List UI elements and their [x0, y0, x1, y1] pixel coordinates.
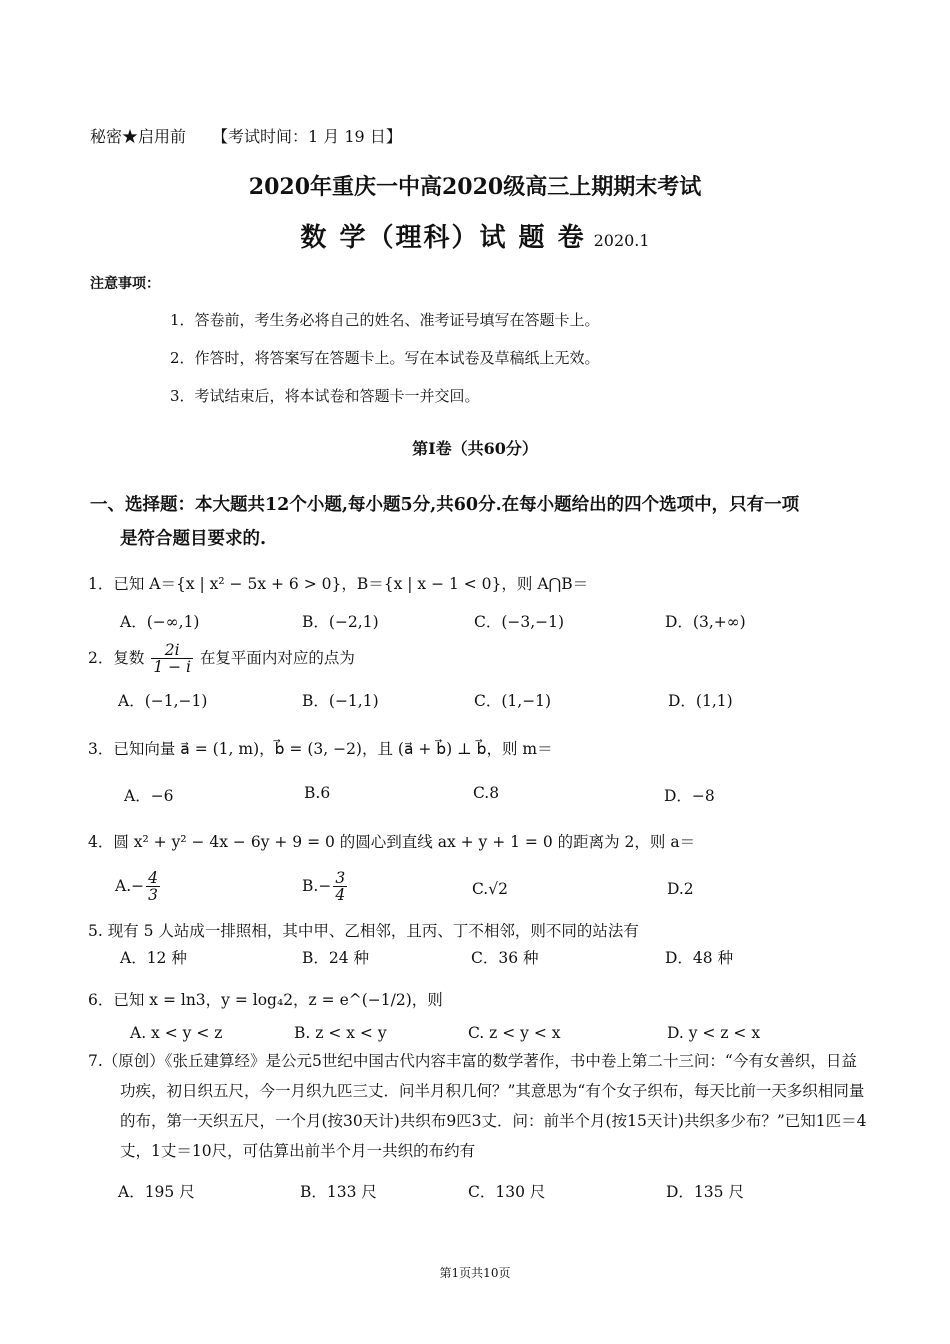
question-5: 5. 现有 5 人站成一排照相，其中甲、乙相邻，且丙、丁不相邻，则不同的站法有	[88, 922, 639, 940]
notice-heading: 注意事项：	[90, 276, 160, 292]
option-a	[115, 870, 162, 904]
question-3: 3．已知向量 a⃗ = (1, m)，b⃗ = (3, −2)，且 (a⃗ + b⃗) ⊥ b⃗，则 m＝	[88, 740, 553, 758]
option-c: C. z < y < x	[468, 1024, 561, 1042]
question-6: 6．已知 x = ln3，y = log₄2，z = e^(−1/2)，则	[88, 991, 443, 1009]
option-b	[302, 870, 349, 904]
section-line-1: 一、选择题：本大题共12个小题,每小题5分,共60分.在每小题给出的四个选项中，只有一项	[90, 495, 800, 515]
option-b: B．133 尺	[300, 1183, 377, 1201]
exam-subtitle	[0, 217, 950, 254]
option-d: D．(3,+∞)	[665, 613, 746, 631]
option-a: A．−6	[124, 787, 174, 805]
fraction-denominator: 3	[148, 886, 158, 905]
option-d: D．−8	[664, 787, 715, 805]
fraction-denominator: 4	[335, 886, 346, 905]
option-b-fraction	[333, 870, 347, 904]
fraction-numerator: 2i	[151, 642, 193, 659]
notice-item: 2．作答时，将答案写在答题卡上。写在本试卷及草稿纸上无效。	[170, 349, 600, 367]
option-c: C．130 尺	[468, 1183, 546, 1201]
option-a: A．(−1,−1)	[118, 692, 208, 710]
question-4: 4．圆 x² + y² − 4x − 6y + 9 = 0 的圆心到直线 ax + y + 1 = 0 的距离为 2，则 a＝	[88, 833, 696, 851]
question-7-content: 7.（原创）《张丘建算经》是公元5世纪中国古代内容丰富的数学著作，书中卷上第二十三问：“今有女善织，日益功疾，初日织五尺，今一月织九匹三丈．问半月积几何？”其意思为“有个女子织布，每天比前一天多织相同量的布，第一天织五尺，一个月(按30天计)共织布9匹3丈．问：前半个月(按15天计)共织多少布？”已知1匹＝4丈，1丈＝10尺，可估算出前半个月一共织的布约有	[88, 1052, 867, 1160]
option-a-fraction	[146, 870, 160, 904]
subject-title: 数 学（理科）试 题 卷	[300, 223, 586, 253]
question-2-suffix: 在复平面内对应的点为	[199, 648, 355, 667]
option-b: B.6	[304, 784, 331, 802]
question-7-text	[88, 1046, 868, 1166]
option-d: D. y < z < x	[667, 1024, 761, 1042]
exam-date: 2020.1	[593, 231, 650, 250]
option-c: C．36 种	[471, 949, 539, 967]
option-d: D．(1,1)	[668, 692, 733, 710]
option-d: D.2	[667, 880, 694, 898]
option-c: C.8	[473, 784, 500, 802]
section-heading	[90, 488, 870, 556]
fraction-numerator: 3	[335, 869, 346, 887]
option-b: B. z < x < y	[294, 1024, 387, 1042]
question-1: 1．已知 A＝{x | x² − 5x + 6 > 0}，B＝{x | x − 1 < 0}，则 A⋂B＝	[88, 575, 589, 593]
option-a-prefix: A.−	[115, 876, 145, 895]
option-a: A．(−∞,1)	[120, 613, 200, 631]
notice-item: 1．答卷前，考生务必将自己的姓名、准考证号填写在答题卡上。	[170, 311, 600, 329]
fraction-denominator: 1 − i	[153, 658, 191, 677]
option-d: D．135 尺	[666, 1183, 744, 1201]
part-heading: 第Ⅰ卷（共60分）	[412, 439, 538, 458]
option-b-prefix: B.−	[302, 876, 332, 895]
fraction-numerator: 4	[148, 869, 158, 887]
option-a: A. x < y < z	[130, 1024, 223, 1042]
option-d: D．48 种	[665, 949, 734, 967]
complex-fraction	[151, 642, 193, 676]
option-b: B．(−1,1)	[302, 692, 379, 710]
option-c: C．(−3,−1)	[474, 613, 565, 631]
question-2-prefix: 2．复数	[88, 648, 145, 667]
exam-title: 2020年重庆一中高2020级高三上期期末考试	[248, 174, 702, 200]
option-b: B．(−2,1)	[302, 613, 379, 631]
secret-label: 秘密★启用前	[90, 127, 187, 146]
option-c: C．(1,−1)	[474, 692, 552, 710]
option-b: B．24 种	[302, 949, 370, 967]
section-line-2: 是符合题目要求的.	[120, 529, 267, 549]
confidential-header	[90, 124, 402, 147]
exam-time: 【考试时间：1 月 19 日】	[212, 127, 402, 146]
page-footer: 第1页共10页	[439, 1266, 511, 1280]
question-2	[88, 642, 355, 676]
option-a: A．195 尺	[118, 1183, 195, 1201]
option-c: C.√2	[472, 880, 508, 898]
notice-item: 3．考试结束后，将本试卷和答题卡一并交回。	[170, 387, 480, 405]
option-a: A．12 种	[120, 949, 187, 967]
question-7	[88, 1046, 868, 1166]
